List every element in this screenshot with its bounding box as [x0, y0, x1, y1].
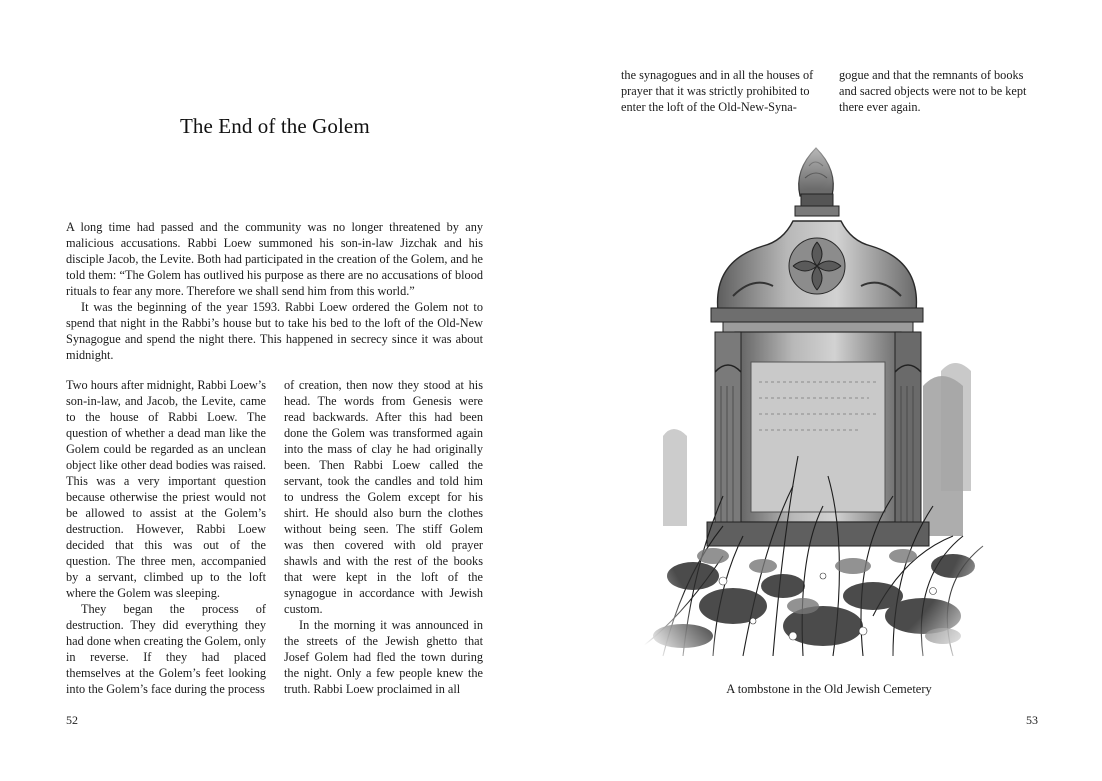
- continuation-column-b: [839, 67, 1039, 115]
- left-column: [66, 377, 266, 697]
- chapter-title: The End of the Golem: [180, 114, 370, 138]
- page-number-right: 53: [1026, 713, 1038, 727]
- continuation-line-1: the synagogues and in all the houses of: [621, 68, 814, 82]
- intro-paragraph-1: A long time had passed and the community was no longer threatened by any malicious accusations. Rabbi Loew summoned his son-in-law Jizchak and his disciple Jacob, the Levite. Both had participated in the creation of the Golem, and he told them: “The Golem has outlived his purpose as there are no accusations of blood rituals to fear any more. Therefore we shall send him from this world.”: [66, 220, 483, 298]
- page-number-left: 52: [66, 713, 78, 727]
- tombstone-illustration: [623, 136, 1003, 670]
- continuation-line-6: there ever again.: [839, 100, 921, 114]
- right-column: [284, 377, 483, 697]
- intro-paragraph-2: It was the beginning of the year 1593. Rabbi Loew ordered the Golem not to spend that night in the Rabbi’s house but to take his bed to the loft of the Old-New Synagogue and spend the night there. This happened in secrecy since it was about midnight.: [66, 300, 483, 362]
- left-column-paragraph-2: They began the process of destruction. They did everything they had done when creating the Golem, only in reverse. If they had placed themselves at the Golem’s feet looking into the Golem’s face during the process: [66, 602, 266, 696]
- right-column-paragraph-2: In the morning it was announced in the streets of the Jewish ghetto that Josef Golem had fled the town during the night. Only a few people knew the truth. Rabbi Loew proclaimed in all: [284, 618, 483, 696]
- left-column-paragraph-1: Two hours after midnight, Rabbi Loew’s son-in-law, and Jacob, the Levite, came to the house of Rabbi Loew. The question of whether a dead man like the Golem could be regarded as an unclean object like other dead bodies was raised. This was a very important question because otherwise the priest would not be allowed to assist at the Golem’s destruction. However, Rabbi Loew decided that this was out of the question. The three men, accompanied by a servant, climbed up to the loft where the Golem was sleeping.: [66, 378, 266, 600]
- right-page: [551, 0, 1102, 781]
- continuation-line-3: enter the loft of the Old-New-Syna-: [621, 100, 797, 114]
- continuation-line-5: and sacred objects were not to be kept: [839, 84, 1027, 98]
- continuation-column-a: [621, 67, 822, 115]
- illustration-caption: A tombstone in the Old Jewish Cemetery: [726, 682, 932, 696]
- continuation-line-2: prayer that it was strictly prohibited to: [621, 84, 810, 98]
- right-column-paragraph-1: of creation, then now they stood at his head. The words from Genesis were read backwards. After this had been done the Golem was transformed again into the mass of clay he had originally been. Then Rabbi Loew called the servant, took the candles and told him to undress the Golem except for his shirt. He should also burn the clothes without being seen. The stiff Golem was then covered with old prayer shawls and with the rest of the books that were kept in the loft of the synagogue in accordance with Jewish custom.: [284, 378, 483, 616]
- intro-text: [66, 219, 483, 363]
- continuation-line-4: gogue and that the remnants of books: [839, 68, 1024, 82]
